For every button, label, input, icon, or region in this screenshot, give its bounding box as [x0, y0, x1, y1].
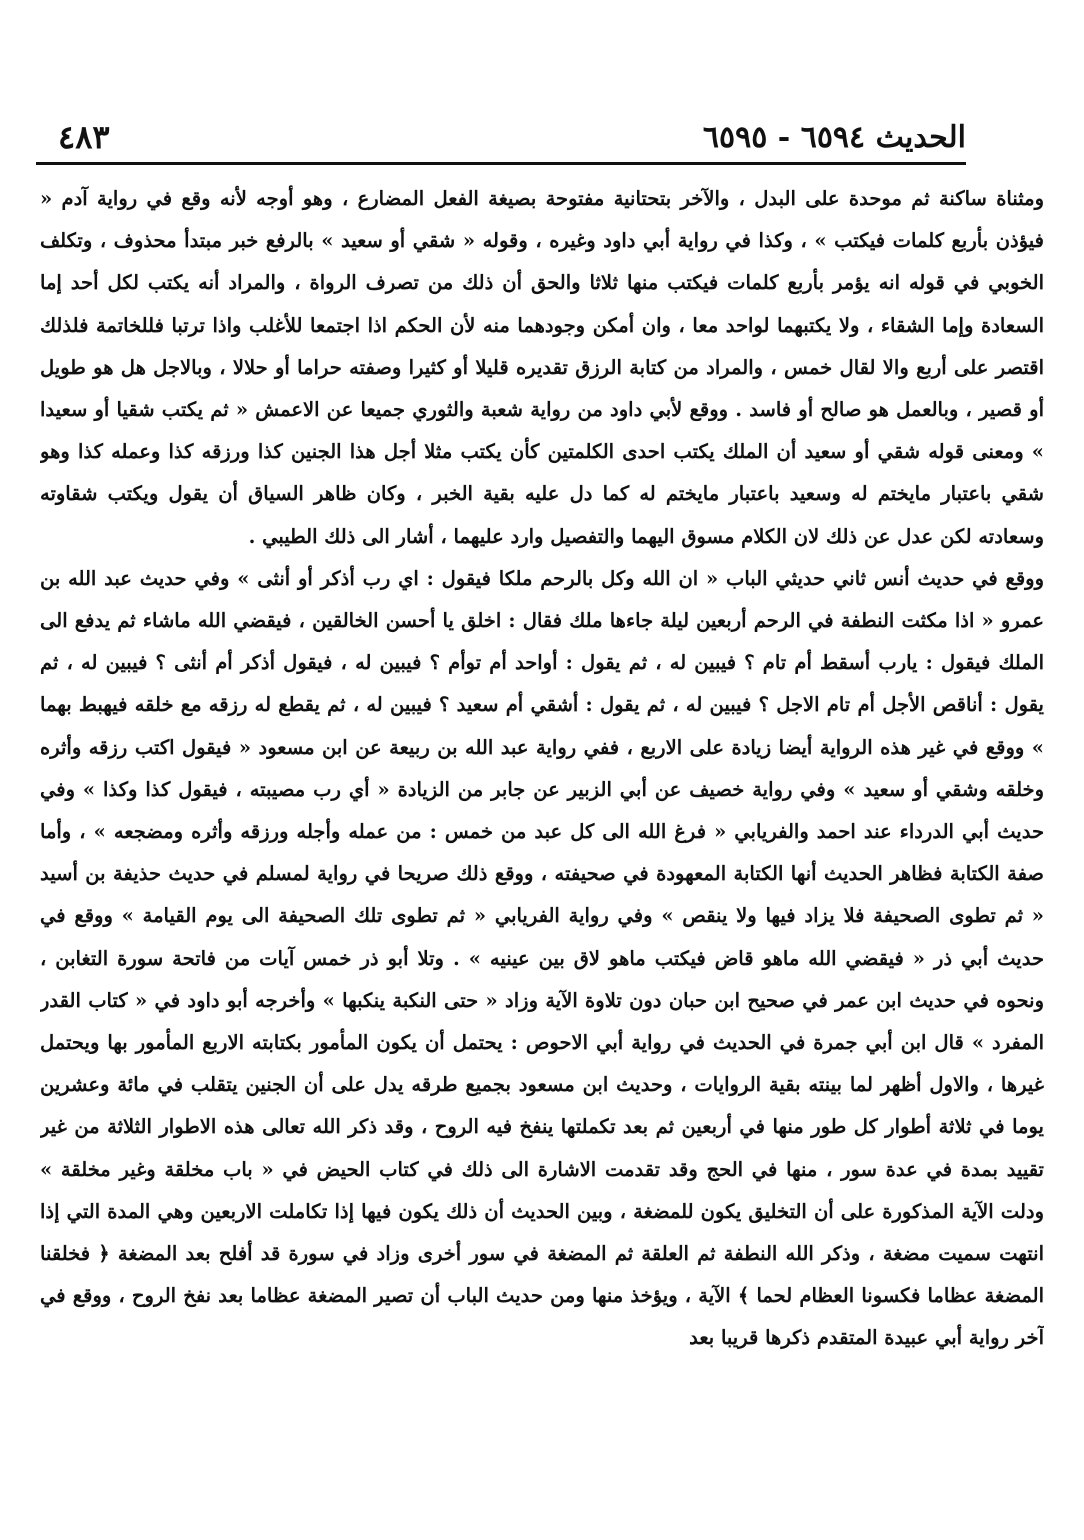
- body-text: [40, 178, 1044, 1514]
- paragraph: ومثناة ساكنة ثم موحدة على البدل ، والآخر بتحتانية مفتوحة بصيغة الفعل المضارع ، وهو أوجه لأنه وقع في رواية آدم « فيؤذن بأربع كلمات فيكتب » ، وكذا في رواية أبي داود وغيره ، وقوله « شقي أو سعيد » بالرفع خبر مبتدأ محذوف ، وتكلف الخوبي في قوله انه يؤمر بأربع كلمات فيكتب منها ثلاثا والحق أن ذلك من تصرف الرواة ، والمراد أنه يكتب لكل أحد إما السعادة وإما الشقاء ، ولا يكتبهما لواحد معا ، وان أمكن وجودهما منه لأن الحكم اذا اجتمعا للأغلب واذا ترتبا فللخاتمة فلذلك اقتصر على أربع والا لقال خمس ، والمراد من كتابة الرزق تقديره قليلا أو كثيرا وصفته حراما أو حلالا ، وبالاجل هل هو طويل أو قصير ، وبالعمل هو صالح أو فاسد . ووقع لأبي داود من رواية شعبة والثوري جميعا عن الاعمش « ثم يكتب شقيا أو سعيدا » ومعنى قوله شقي أو سعيد أن الملك يكتب احدى الكلمتين كأن يكتب مثلا أجل هذا الجنين كذا ورزقه كذا وعمله كذا وهو شقي باعتبار مايختم له وسعيد باعتبار مايختم له كما دل عليه بقية الخبر ، وكان ظاهر السياق أن يقول ويكتب شقاوته وسعادته لكن عدل عن ذلك لان الكلام مسوق اليهما والتفصيل وارد عليهما ، أشار الى ذلك الطيبي .: [40, 187, 1044, 548]
- header-rule: [36, 162, 966, 165]
- running-title: الحديث ٦٥٩٤ - ٦٥٩٥: [702, 120, 966, 155]
- page-header: [58, 112, 966, 168]
- paragraph: ووقع في حديث أنس ثاني حديثي الباب « ان الله وكل بالرحم ملكا فيقول : اي رب أذكر أو أنثى » وفي حديث عبد الله بن عمرو « اذا مكثت النطفة في الرحم أربعين ليلة جاءها ملك فقال : اخلق يا أحسن الخالقين ، فيقضي الله ماشاء ثم يدفع الى الملك فيقول : يارب أسقط أم تام ؟ فيبين له ، ثم يقول : أواحد أم توأم ؟ فيبين له ، فيقول أذكر أم أنثى ؟ فيبين له ، ثم يقول : أناقص الأجل أم تام الاجل ؟ فيبين له ، ثم يقول : أشقي أم سعيد ؟ فيبين له ، ثم يقطع له رزقه مع خلقه فيهبط بهما » ووقع في غير هذه الرواية أيضا زيادة على الاربع ، ففي رواية عبد الله بن ربيعة عن ابن مسعود « فيقول اكتب رزقه وأثره وخلقه وشقي أو سعيد » وفي رواية خصيف عن أبي الزبير عن جابر من الزيادة « أي رب مصيبته ، فيقول كذا وكذا » وفي حديث أبي الدرداء عند احمد والفريابي « فرغ الله الى كل عبد من خمس : من عمله وأجله ورزقه وأثره ومضجعه » ، وأما صفة الكتابة فظاهر الحديث أنها الكتابة المعهودة في صحيفته ، ووقع ذلك صريحا في رواية لمسلم في حديث حذيفة بن أسيد « ثم تطوى الصحيفة فلا يزاد فيها ولا ينقص » وفي رواية الفريابي « ثم تطوى تلك الصحيفة الى يوم القيامة » ووقع في حديث أبي ذر « فيقضي الله ماهو قاض فيكتب ماهو لاق بين عينيه » . وتلا أبو ذر خمس آيات من فاتحة سورة التغابن ، ونحوه في حديث ابن عمر في صحيح ابن حبان دون تلاوة الآية وزاد « حتى النكبة ينكبها » وأخرجه أبو داود في « كتاب القدر المفرد » قال ابن أبي جمرة في الحديث في رواية أبي الاحوص : يحتمل أن يكون المأمور بكتابته الاربع المأمور بها ويحتمل غيرها ، والاول أظهر لما بينته بقية الروايات ، وحديث ابن مسعود بجميع طرقه يدل على أن الجنين يتقلب في مائة وعشرين يوما في ثلاثة أطوار كل طور منها في أربعين ثم بعد تكملتها ينفخ فيه الروح ، وقد ذكر الله تعالى هذه الاطوار الثلاثة من غير تقييد بمدة في عدة سور ، منها في الحج وقد تقدمت الاشارة الى ذلك في كتاب الحيض في « باب مخلقة وغير مخلقة » ودلت الآية المذكورة على أن التخليق يكون للمضغة ، وبين الحديث أن ذلك يكون فيها إذا تكاملت الاربعين وهي المدة التي إذا انتهت سميت مضغة ، وذكر الله النطفة ثم العلقة ثم المضغة في سور أخرى وزاد في سورة قد أفلح بعد المضغة ﴿ فخلقنا المضغة عظاما فكسونا العظام لحما ﴾ الآية ، ويؤخذ منها ومن حديث الباب أن تصير المضغة عظاما بعد نفخ الروح ، ووقع في آخر رواية أبي عبيدة المتقدم ذكرها قريبا بعد: [40, 566, 1044, 1350]
- page-number: ٤٨٣: [58, 118, 110, 156]
